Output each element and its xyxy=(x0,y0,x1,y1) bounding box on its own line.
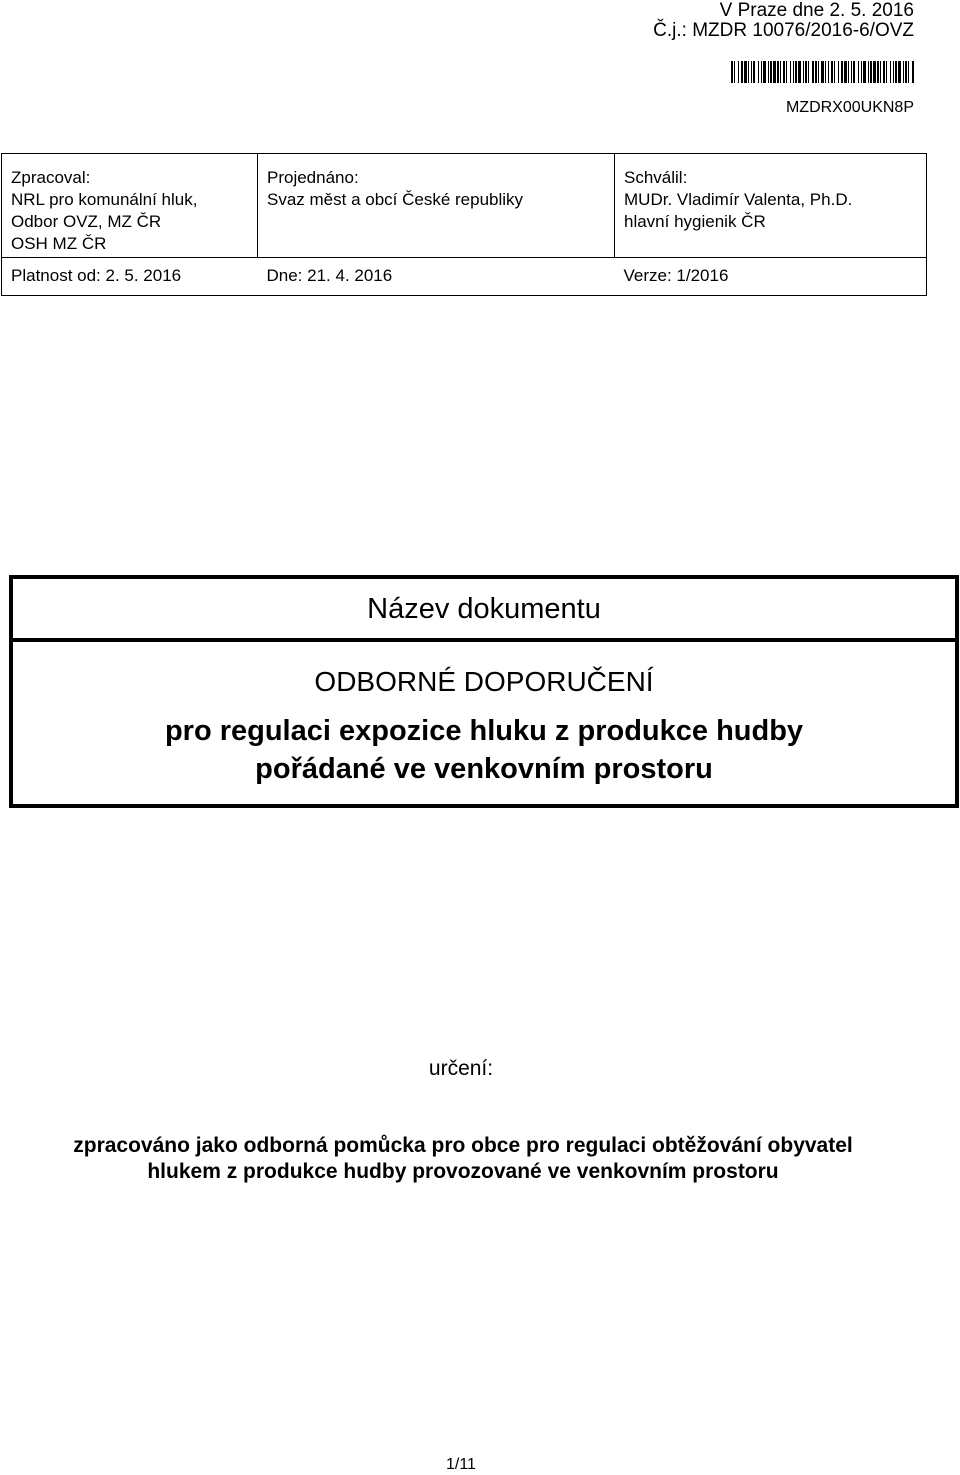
purpose-text xyxy=(0,1133,926,1185)
prepared-label: Zpracoval: xyxy=(11,168,91,187)
version-cell: Verze: 1/2016 xyxy=(615,258,927,296)
purpose-line: zpracováno jako odborná pomůcka pro obce pro regulaci obtěžování obyvatel xyxy=(73,1134,853,1157)
document-subtitle-line: pořádané ve venkovním prostoru xyxy=(255,753,713,785)
barcode-id: MZDRX00UKN8P xyxy=(785,99,914,116)
prepared-cell xyxy=(2,154,258,258)
prepared-line: Odbor OVZ, MZ ČR xyxy=(11,212,162,231)
prepared-line: OSH MZ ČR xyxy=(11,234,107,253)
barcode-icon xyxy=(731,61,914,83)
document-title-box xyxy=(9,575,959,808)
approved-line: MUDr. Vladimír Valenta, Ph.D. xyxy=(624,190,853,209)
discussed-cell xyxy=(258,154,615,258)
approved-label: Schválil: xyxy=(624,168,688,187)
title-box-divider xyxy=(13,638,955,642)
reference-number: Č.j.: MZDR 10076/2016-6/OVZ xyxy=(653,20,914,41)
validity-cell: Platnost od: 2. 5. 2016 xyxy=(2,258,258,296)
document-title: ODBORNÉ DOPORUČENÍ xyxy=(314,666,654,697)
document-date: V Praze dne 2. 5. 2016 xyxy=(719,0,914,21)
date-cell: Dne: 21. 4. 2016 xyxy=(258,258,615,296)
document-info-table xyxy=(1,153,927,296)
purpose-line: hlukem z produkce hudby provozované ve venkovním prostoru xyxy=(147,1160,779,1183)
approved-cell xyxy=(615,154,927,258)
discussed-label: Projednáno: xyxy=(267,168,359,187)
title-box-label: Název dokumentu xyxy=(367,593,601,625)
prepared-line: NRL pro komunální hluk, xyxy=(11,190,198,209)
purpose-label: určení: xyxy=(428,1057,494,1080)
document-subtitle-line: pro regulaci expozice hluku z produkce hudby xyxy=(164,715,804,747)
page-number: 1/11 xyxy=(446,1456,476,1473)
discussed-line: Svaz měst a obcí České republiky xyxy=(267,190,524,209)
approved-line: hlavní hygienik ČR xyxy=(624,212,766,231)
